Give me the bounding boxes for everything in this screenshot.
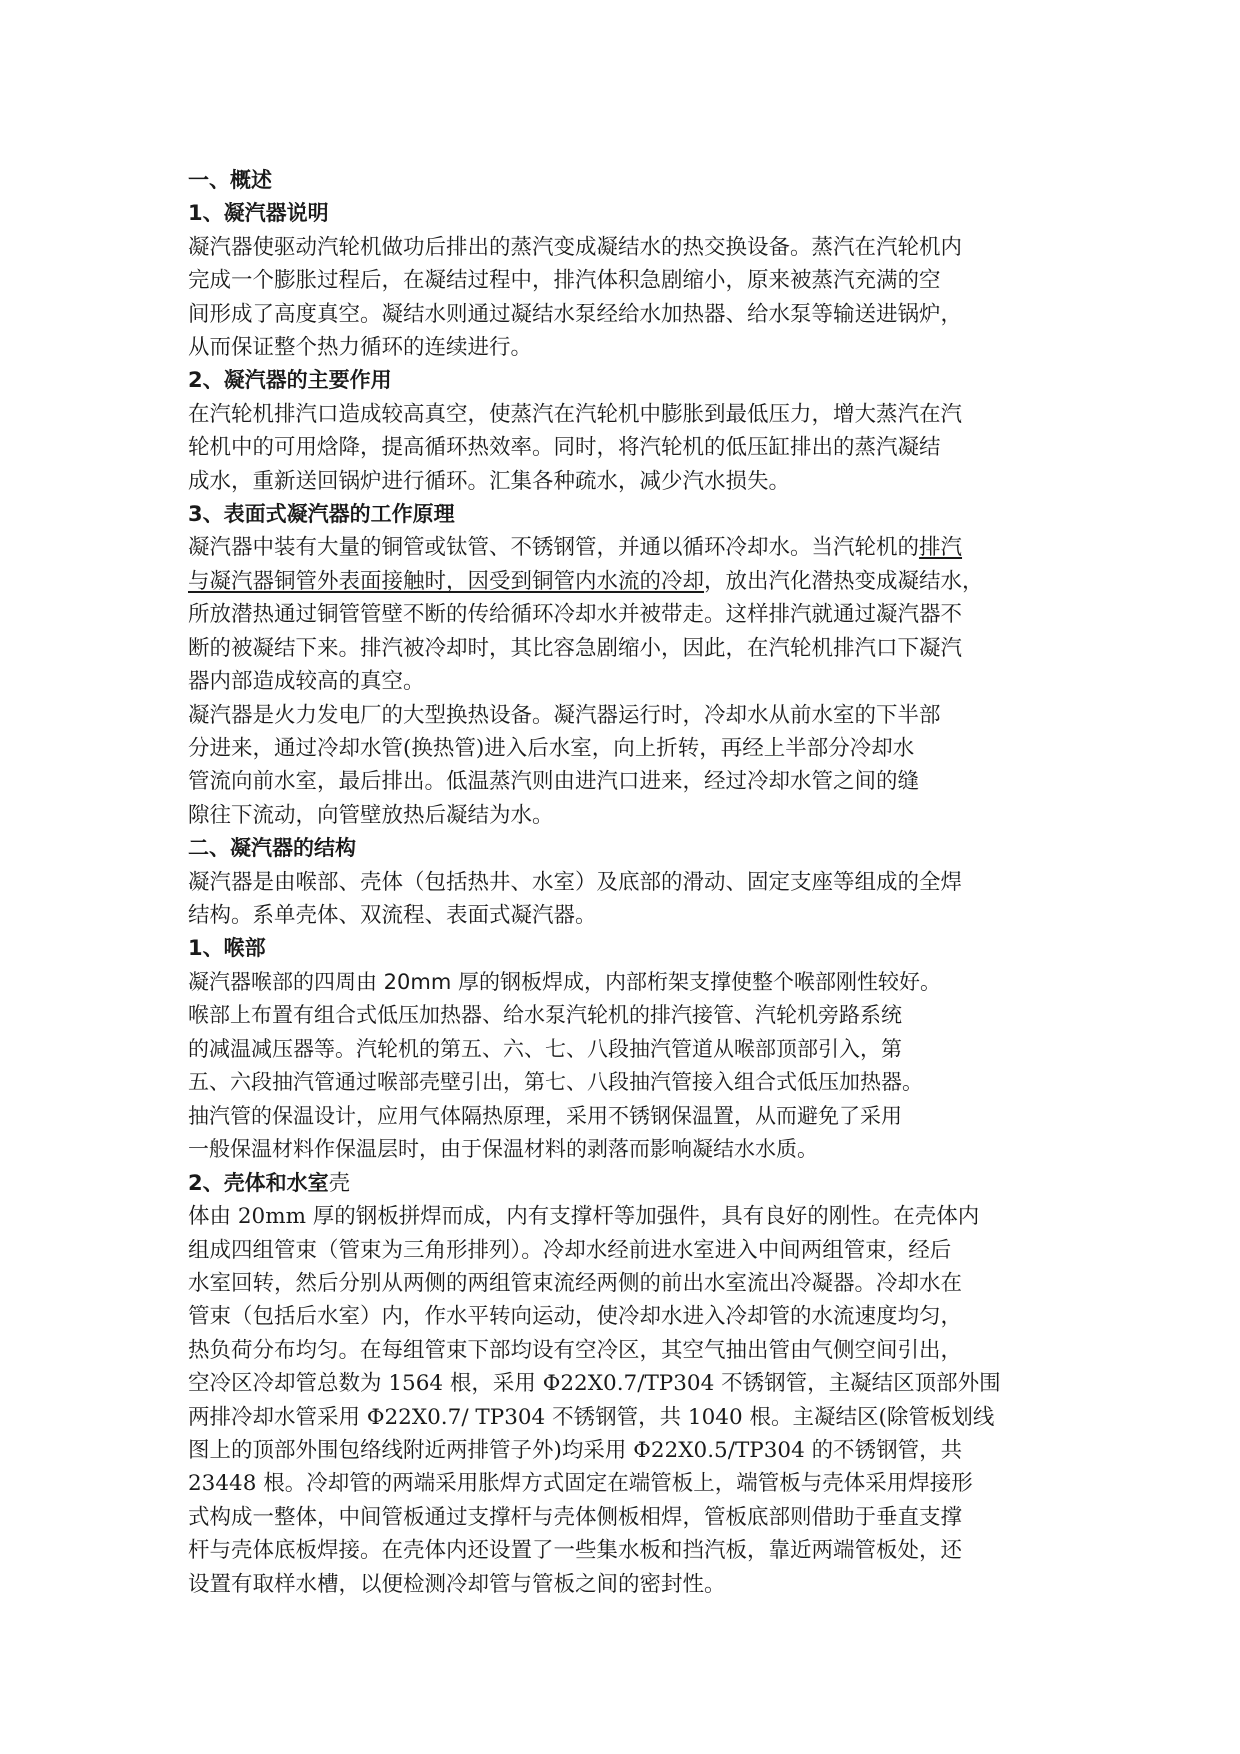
paragraph-line: 热负荷分布均匀。在每组管束下部均设有空冷区，其空气抽出管由气侧空间引出，: [188, 1337, 963, 1363]
document-body: [188, 164, 1068, 1601]
paragraph-line: 凝汽器喉部的四周由 20mm 厚的钢板焊成，内部桁架支撑使整个喉部刚性较好。: [188, 969, 941, 994]
paragraph-line: 结构。系单壳体、双流程、表面式凝汽器。: [188, 902, 597, 928]
paragraph-line: 体由 20mm 厚的钢板拼焊而成，内有支撑杆等加强件，具有良好的刚性。在壳体内: [188, 1204, 980, 1230]
text-run: 凝汽器中装有大量的铜管或钛管、不锈钢管，并通以循环冷却水。当汽轮机的: [188, 535, 920, 561]
text-run: ，放出汽化潜热变成凝结水，: [704, 568, 984, 594]
subheading-main-function: 2、凝汽器的主要作用: [188, 368, 392, 393]
paragraph-line: 空冷区冷却管总数为 1564 根，采用 Φ22X0.7/TP304 不锈钢管，主凝结区顶部外围: [188, 1371, 1001, 1397]
paragraph-line: 隙往下流动，向管壁放热后凝结为水。: [188, 802, 554, 828]
paragraph-line: 在汽轮机排汽口造成较高真空，使蒸汽在汽轮机中膨胀到最低压力，增大蒸汽在汽: [188, 401, 963, 427]
paragraph-line: 轮机中的可用焓降，提高循环热效率。同时，将汽轮机的低压缸排出的蒸汽凝结: [188, 435, 941, 461]
paragraph-line: 水室回转，然后分别从两侧的两组管束流经两侧的前出水室流出冷凝器。冷却水在: [188, 1270, 963, 1296]
paragraph-line: 管流向前水室，最后排出。低温蒸汽则由进汽口进来，经过冷却水管之间的缝: [188, 769, 920, 795]
subheading-working-principle: 3、表面式凝汽器的工作原理: [188, 502, 455, 527]
underlined-text: 排汽: [919, 535, 963, 561]
subheading-text: 2、壳体和水室: [188, 1170, 329, 1195]
text-run: 壳: [328, 1170, 351, 1196]
underlined-text: 与凝汽器铜管外表面接触时，因受到铜管内水流的冷却: [188, 568, 705, 594]
paragraph-line: 凝汽器是火力发电厂的大型换热设备。凝汽器运行时，冷却水从前水室的下半部: [188, 702, 941, 728]
paragraph-line: 抽汽管的保温设计，应用气体隔热原理，采用不锈钢保温置，从而避免了采用: [188, 1103, 902, 1128]
paragraph-line: 凝汽器使驱动汽轮机做功后排出的蒸汽变成凝结水的热交换设备。蒸汽在汽轮机内: [188, 234, 963, 260]
paragraph-line: 从而保证整个热力循环的连续进行。: [188, 335, 533, 361]
paragraph-line: [188, 565, 1068, 598]
paragraph-line: 式构成一整体，中间管板通过支撑杆与壳体侧板相焊，管板底部则借助于垂直支撑: [188, 1504, 963, 1530]
paragraph-line: 组成四组管束（管束为三角形排列）。冷却水经前进水室进入中间两组管束，经后: [188, 1237, 952, 1263]
paragraph-line: 间形成了高度真空。凝结水则通过凝结水泵经给水加热器、给水泵等输送进锅炉，: [188, 301, 963, 327]
paragraph-line: 设置有取样水槽，以便检测冷却管与管板之间的密封性。: [188, 1571, 726, 1597]
paragraph-line: 管束（包括后水室）内，作水平转向运动，使冷却水进入冷却管的水流速度均匀，: [188, 1304, 963, 1330]
paragraph-line: 两排冷却水管采用 Φ22X0.7/ TP304 不锈钢管，共 1040 根。主凝结区(除管板划线: [188, 1404, 995, 1430]
paragraph-line: 五、六段抽汽管通过喉部壳壁引出，第七、八段抽汽管接入组合式低压加热器。: [188, 1070, 923, 1095]
subheading-throat: 1、喉部: [188, 936, 266, 961]
paragraph-line: [188, 531, 1068, 564]
paragraph-line: 喉部上布置有组合式低压加热器、给水泵汽轮机的排汽接管、汽轮机旁路系统: [188, 1003, 902, 1028]
paragraph-line: 分进来，通过冷却水管(换热管)进入后水室，向上折转，再经上半部分冷却水: [188, 735, 915, 761]
paragraph-line: 所放潜热通过铜管管壁不断的传给循环冷却水并被带走。这样排汽就通过凝汽器不: [188, 602, 963, 628]
paragraph-line: 的减温减压器等。汽轮机的第五、六、七、八段抽汽管道从喉部顶部引入，第: [188, 1036, 902, 1061]
section-heading-overview: 一、概述: [188, 168, 272, 192]
paragraph-line: 图上的顶部外围包络线附近两排管子外)均采用 Φ22X0.5/TP304 的不锈钢管，共: [188, 1438, 963, 1463]
paragraph-line: 杆与壳体底板焊接。在壳体内还设置了一些集水板和挡汽板，靠近两端管板处，还: [188, 1538, 963, 1564]
paragraph-line: 凝汽器是由喉部、壳体（包括热井、水室）及底部的滑动、固定支座等组成的全焊: [188, 869, 963, 895]
subheading-shell-and-water-box: [188, 1167, 1068, 1200]
paragraph-line: 一般保温材料作保温层时，由于保温材料的剥落而影响凝结水水质。: [188, 1137, 818, 1162]
paragraph-line: 完成一个膨胀过程后，在凝结过程中，排汽体积急剧缩小，原来被蒸汽充满的空: [188, 268, 941, 294]
section-heading-structure: 二、凝汽器的结构: [188, 836, 356, 861]
paragraph-line: 器内部造成较高的真空。: [188, 669, 425, 695]
subheading-condenser-description: 1、凝汽器说明: [188, 201, 329, 226]
paragraph-line: 成水，重新送回锅炉进行循环。汇集各种疏水，减少汽水损失。: [188, 468, 791, 494]
paragraph-line: 断的被凝结下来。排汽被冷却时，其比容急剧缩小，因此，在汽轮机排汽口下凝汽: [188, 635, 963, 661]
paragraph-line: 23448 根。冷却管的两端采用胀焊方式固定在端管板上，端管板与壳体采用焊接形: [188, 1471, 973, 1497]
